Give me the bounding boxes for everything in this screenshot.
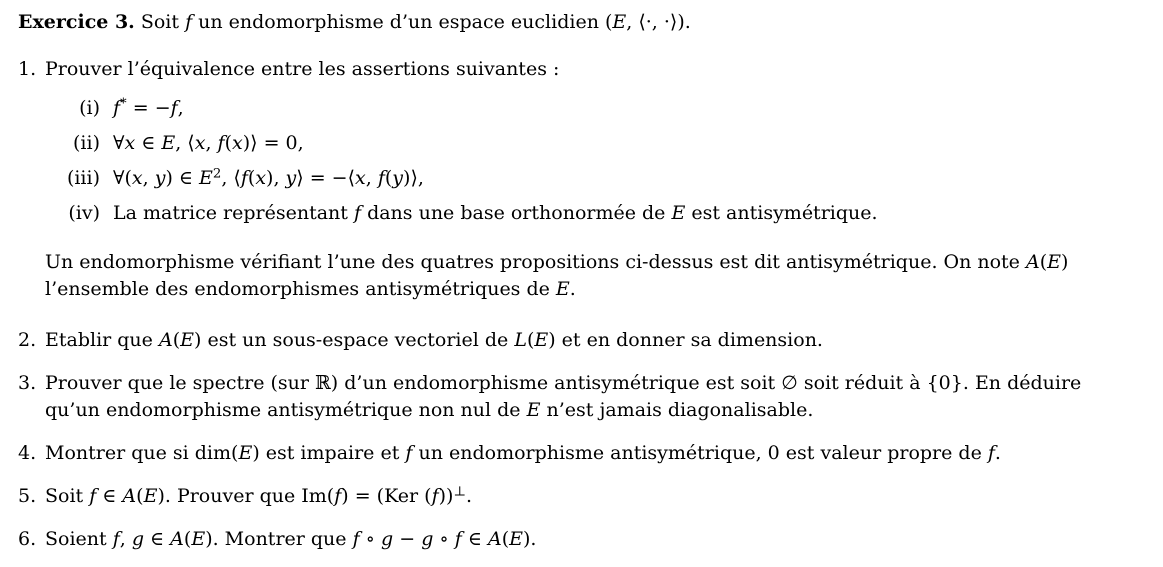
item-number-4: 4. (18, 442, 37, 464)
list-item-2 (18, 327, 1129, 354)
assertion-label-ii: (ii) (73, 132, 100, 154)
assertion-text-iv: La matrice représentant f dans une base orthonormée de E est antisymétrique. (113, 202, 878, 224)
assertion-ii (45, 130, 1129, 157)
assertion-label-i: (i) (79, 97, 100, 119)
item-text-3: Prouver que le spectre (sur ℝ) d’un endomorphisme antisymétrique est soit ∅ soit réduit à {0}. En déduire qu’un endomorphisme antisymétrique non nul de E n’est jamais diagonalisable. (45, 372, 1082, 421)
item-number-2: 2. (18, 329, 37, 351)
item-body-5 (45, 483, 1129, 510)
list-item-3 (18, 370, 1129, 424)
assertion-text-ii: ∀x ∈ E, ⟨x, f(x)⟩ = 0, (113, 132, 304, 154)
item-text-4: Montrer que si dim(E) est impaire et f un endomorphisme antisymétrique, 0 est valeur propre de f. (45, 442, 1001, 464)
assertion-iv (45, 200, 1129, 227)
list-item-1 (18, 56, 1129, 303)
exercise-title: Exercice 3. Soit f un endomorphisme d’un espace euclidien (E, ⟨·, ·⟩). (18, 11, 691, 33)
item-body-2 (45, 327, 1129, 354)
assertion-label-iv: (iv) (68, 202, 100, 224)
item-body-6 (45, 526, 1129, 553)
list-item-4 (18, 440, 1129, 467)
list-item-6 (18, 526, 1129, 553)
assertions-list (45, 95, 1129, 227)
item-number-1: 1. (18, 58, 37, 80)
assertion-text-i: f* = −f, (113, 96, 184, 119)
item-text-2: Etablir que A(E) est un sous-espace vectoriel de L(E) et en donner sa dimension. (45, 329, 823, 351)
item-number-6: 6. (18, 528, 37, 550)
item-text-6: Soient f, g ∈ A(E). Montrer que f ∘ g − g ∘ f ∈ A(E). (45, 528, 537, 550)
item-body-1 (45, 56, 1129, 303)
item-text-5: Soit f ∈ A(E). Prouver que Im(f) = (Ker (f))⊥. (45, 484, 472, 507)
assertion-label-iii: (iii) (66, 167, 100, 189)
item-body-3 (45, 370, 1129, 424)
item-text-1: Prouver l’équivalence entre les assertions suivantes : (45, 58, 560, 80)
assertion-text-iii: ∀(x, y) ∈ $E^2$, ⟨f(x), y⟩ = −⟨x, f(y)⟩, (113, 166, 424, 189)
item-body-4 (45, 440, 1129, 467)
item-number-5: 5. (18, 485, 37, 507)
item-note-1: Un endomorphisme vérifiant l’une des quatres propositions ci-dessus est dit antisymétrique. On note A(E) l’ensemble des endomorphismes antisymétriques de E. (45, 251, 1069, 300)
assertion-i (45, 95, 1129, 122)
assertion-iii (45, 165, 1129, 192)
item-number-3: 3. (18, 372, 37, 394)
list-item-5 (18, 483, 1129, 510)
